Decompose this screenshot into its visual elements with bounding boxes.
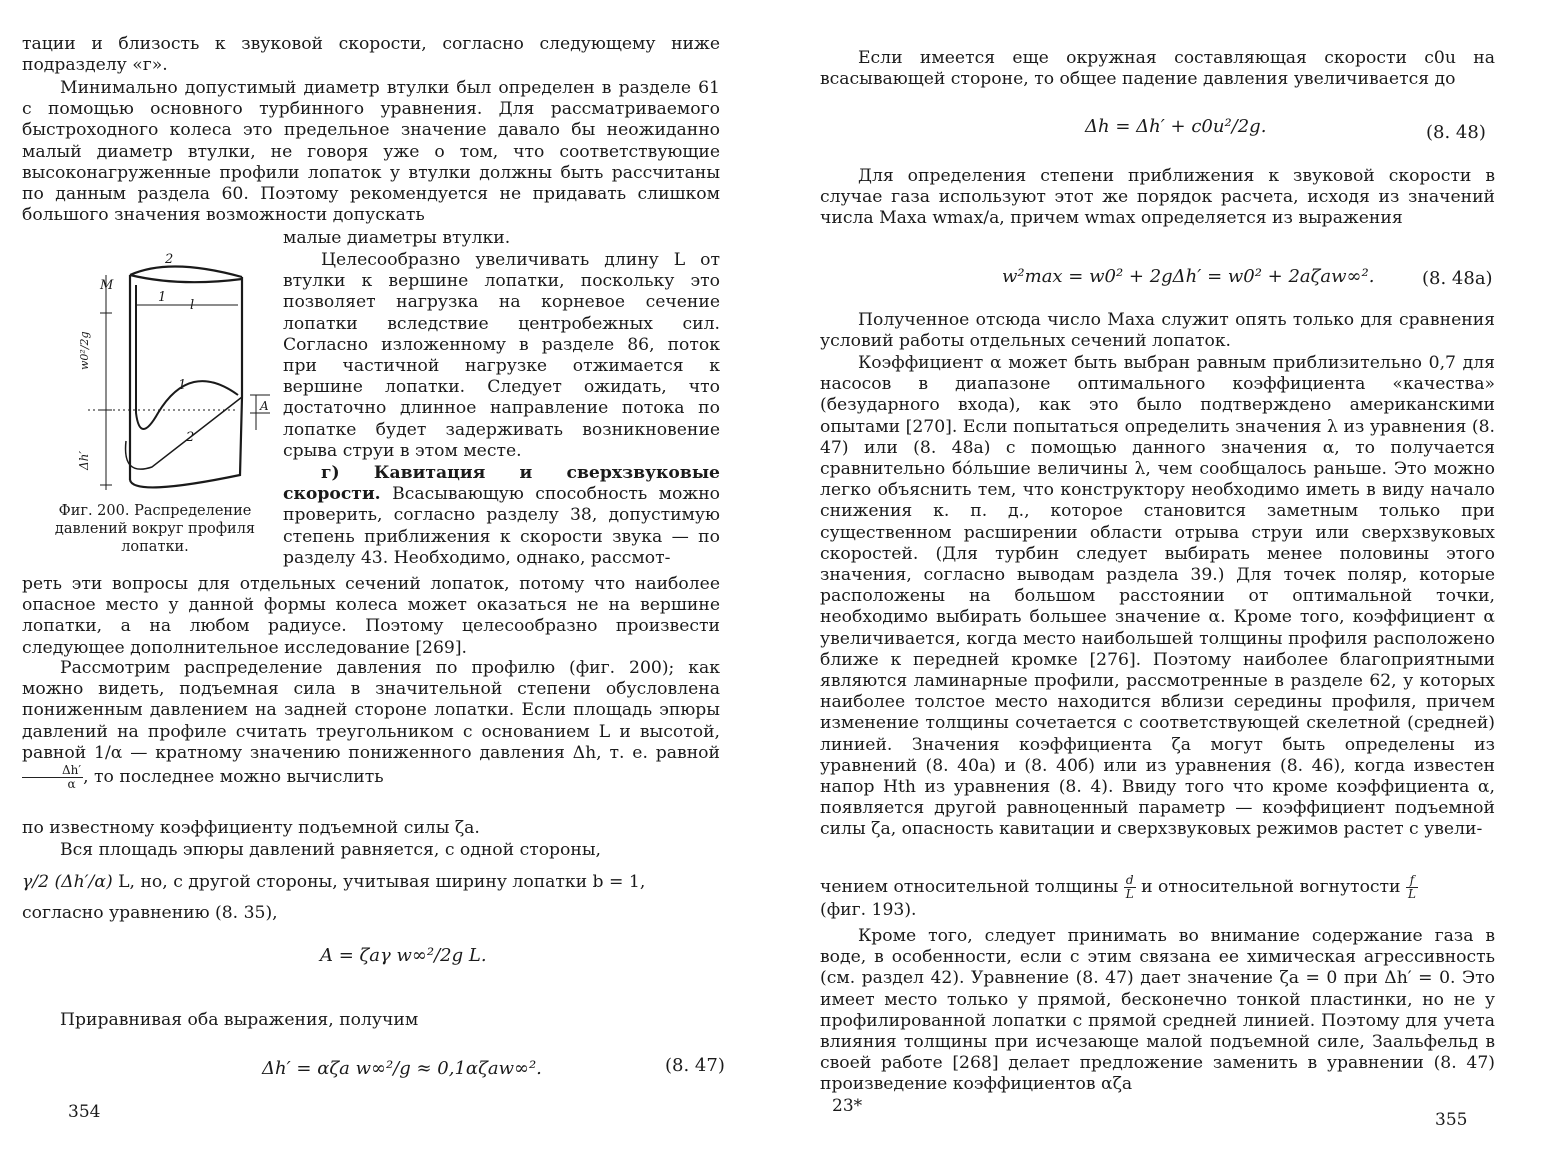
right-para-4-end — [820, 874, 1495, 901]
fraction-d: d — [1124, 874, 1136, 888]
figure-200-caption — [40, 502, 270, 556]
fraction-f: f — [1406, 874, 1418, 888]
right-para-2 — [820, 166, 1495, 230]
equation-8-48-number-text: (8. 48) — [1426, 122, 1486, 143]
right-para-4-end-b: и относительной вогнутости — [1141, 877, 1401, 897]
right-para-4 — [820, 353, 1495, 841]
right-page-number-text: 355 — [1435, 1110, 1468, 1130]
equation-8-47-number-text: (8. 47) — [665, 1055, 725, 1076]
equation-8-48a-number — [1422, 268, 1493, 289]
left-para-6-line2 — [22, 872, 720, 893]
equation-8-48a-text: w²max = w0² + 2gΔh′ = w0² + 2aζaw∞². — [1002, 266, 1375, 287]
left-para-4b — [22, 574, 720, 659]
figure-label-a: A — [260, 399, 269, 413]
left-para-7 — [22, 1010, 720, 1031]
right-para-1-text: Если имеется еще окружная составляющая скорости c0u на всасывающей стороне, то общее падение давления увеличивается до — [820, 48, 1495, 90]
figure-200-pressure-diagram — [60, 245, 275, 495]
equation-8-47-text: Δh′ = αζa w∞²/g ≈ 0,1αζaw∞². — [262, 1058, 542, 1079]
left-para-5-p — [22, 658, 720, 791]
gamma-over-two-factor: γ/2 (Δh′/α) — [22, 872, 113, 892]
left-section-g — [283, 463, 720, 569]
figure-label-1-mid: 1 — [178, 378, 187, 393]
left-para-5-end — [22, 818, 720, 839]
equation-A-text: A = ζaγ w∞²/2g L. — [320, 945, 487, 966]
right-para-4-end-c-text: (фиг. 193). — [820, 900, 917, 920]
equation-8-48-text: Δh = Δh′ + c0u²/2g. — [1085, 116, 1267, 137]
equation-8-47 — [262, 1058, 542, 1079]
left-para-6-line2-p — [22, 872, 720, 893]
right-para-2-text: Для определения степени приближения к звуковой скорости в случае газа используют этот же порядок расчета, исходя из значений числа Маха wmax/a, причем wmax определяется из выражения — [820, 166, 1495, 229]
left-para-1 — [22, 34, 720, 76]
figure-label-w0-2g: w0²/2g — [78, 331, 91, 370]
left-para-2-end-text: малые диаметры втулки. — [283, 228, 511, 248]
right-para-3-text: Полученное отсюда число Маха служит опять только для сравнения условий работы отдельных сечений лопаток. — [820, 310, 1495, 352]
right-page-number — [1435, 1110, 1467, 1130]
fraction-denominator: α — [67, 777, 76, 792]
left-para-5 — [22, 658, 720, 791]
left-para-3-text: Целесообразно увеличивать длину L от втулки к вершине лопатки, поскольку это позволяет нагрузка на корневое сечение лопатки вследствие центробежных сил. Согласно изложенному в разделе 86, поток при частичной нагрузке отжимается к вершине лопатки. Следует ожидать, что достаточно длинное направление потока по лопатке будет задерживать возникновение срыва струи в этом месте. — [283, 250, 720, 461]
left-para-6-line3-text: согласно уравнению (8. 35), — [22, 903, 278, 923]
left-para-2-end — [283, 228, 720, 249]
figure-label-2-top: 2 — [165, 252, 174, 267]
equation-8-48-number — [1426, 122, 1486, 143]
left-para-7-text: Приравнивая оба выражения, получим — [60, 1010, 419, 1030]
left-para-2-text: Минимально допустимый диаметр втулки был определен в разделе 61 с помощью основного турбинного уравнения. Для рассматриваемого быстроходного колеса это предельное значение давало бы неожиданно малый диаметр втулки, не говоря уже о том, что соответствующие высоконагруженные профили лопаток у втулки должны быть рассчитаны по данным раздела 60. Поэтому рекомендуется не придавать слишком большого значения возможности допускать — [22, 78, 720, 226]
left-para-3 — [283, 250, 720, 462]
footer-signature — [832, 1096, 862, 1116]
equation-8-48a-number-text: (8. 48a) — [1422, 268, 1493, 289]
left-para-5-text: Рассмотрим распределение давления по профилю (фиг. 200); как можно видеть, подъемная сила в значительной степени обусловлена пониженным давлением на задней стороне лопатки. Если площадь эпюры давлений на профиле считать треугольником с основанием L и высотой, равной 1/α — кратному значению пониженного давления Δh, т. е. равной — [22, 658, 720, 763]
fraction-l: L — [1125, 887, 1134, 901]
left-para-6-text: Вся площадь эпюры давлений равняется, с одной стороны, — [60, 840, 602, 860]
left-page-number-text: 354 — [68, 1102, 101, 1122]
figure-label-l: l — [190, 298, 195, 313]
left-para-4b-text: реть эти вопросы для отдельных сечений лопаток, потому что наиболее опасное место у данной формы колеса может оказаться не на вершине лопатки, а на любом радиусе. Поэтому целесообразно произвести следующее дополнительное исследование [269]. — [22, 574, 720, 658]
equation-8-48a — [1002, 266, 1375, 287]
left-section-g-para — [283, 463, 720, 569]
right-para-4-end-c — [820, 900, 1495, 921]
left-para-4a-text: Всасывающую способность можно проверить, согласно разделу 38, допустимую степень приближения к скорости звука — по разделу 43. Необходимо, однако, рассмот- — [283, 484, 720, 568]
left-para-6-line2-text: L, но, с другой стороны, учитывая ширину лопатки b = 1, — [118, 872, 646, 892]
right-para-4-end-a: чением относительной толщины — [820, 877, 1119, 897]
section-heading-cavitation: г) Кавитация и сверхзвуковые скорости. — [283, 463, 720, 505]
equation-8-48 — [1085, 116, 1266, 137]
equation-A — [320, 945, 487, 966]
left-para-1-text: тации и близость к звуковой скорости, согласно следующему ниже подразделу «г». — [22, 34, 720, 76]
right-para-4-text: Коэффициент α может быть выбран равным приблизительно 0,7 для насосов в диапазоне оптимального коэффициента «качества» (безударного входа), как это было подтверждено американскими опытами [270]. Если попытаться определить значения λ из уравнения (8. 47) или (8. 48а) с помощью данного значения α, то получается сравнительно бо́льшие величины λ, чем сообщалось раньше. Это можно легко объяснить тем, что конструктору необходимо иметь в виду начало снижения к. п. д., которое становится заметным только при существенном расширении области отрыва струи или сверхзвуковых скоростей. (Для турбин следует выбирать менее половины этого значения, согласно выводам раздела 39.) Для точек поляр, которые расположены на большом расстоянии от оптимальной точки, необходимо выбирать большее значение α. Кроме того, коэффициент α увеличивается, когда место наибольшей толщины профиля расположено ближе к передней кромке [276]. Поэтому наиболее благоприятными являются ламинарные профили, рассмотренные в разделе 62, у которых наиболее толстое место находится вблизи середины профиля, причем изменение толщины сочетается с соответствующей скелетной (средней) линией. Значения коэффициента ζa могут быть определены из уравнений (8. 40а) и (8. 40б) или из уравнения (8. 46), когда известен напор Hth из уравнения (8. 4). Ввиду того что кроме коэффициента α, появляется другой равноценный параметр — коэффициент подъемной силы ζa, опасность кавитации и сверхзвуковых режимов растет с увели- — [820, 353, 1495, 840]
fraction-f-over-l — [1406, 874, 1418, 901]
right-para-5 — [820, 926, 1495, 1096]
fraction-numerator: Δh′ — [22, 764, 83, 778]
equation-8-47-number — [665, 1055, 725, 1076]
left-page-number — [68, 1102, 100, 1122]
figure-200-caption-text: Фиг. 200. Распределение давлений вокруг профиля лопатки. — [54, 503, 256, 555]
figure-label-1-top: 1 — [158, 290, 167, 305]
left-para-6 — [22, 840, 720, 861]
right-para-1 — [820, 48, 1495, 90]
left-para-5-tail: , то последнее можно вычислить — [83, 767, 384, 788]
right-page — [780, 0, 1543, 1152]
footer-signature-text: 23* — [832, 1096, 863, 1116]
left-para-5-end-text: по известному коэффициенту подъемной силы ζa. — [22, 818, 480, 838]
right-para-4-end-p — [820, 874, 1495, 901]
left-para-6-line3 — [22, 903, 720, 924]
fraction-d-over-l — [1124, 874, 1136, 901]
right-para-3 — [820, 310, 1495, 352]
fraction-dh-over-alpha — [22, 764, 83, 791]
figure-label-2-mid: 2 — [186, 430, 195, 445]
figure-label-delta-h: Δh′ — [77, 450, 91, 470]
left-para-2 — [22, 78, 720, 226]
right-para-5-text: Кроме того, следует принимать во внимание содержание газа в воде, в особенности, если с этим связана ее химическая агрессивность (см. раздел 42). Уравнение (8. 47) дает значение ζa = 0 при Δh′ = 0. Это имеет место только у прямой, бесконечно тонкой пластинки, но не у профилированной лопатки с прямой средней линией. Поэтому для учета влияния толщины при исчезающе малой подъемной силе, Заальфельд в своей работе [268] делает предложение заменить в уравнении (8. 47) произведение коэффициентов αζa — [820, 926, 1495, 1095]
figure-label-m: M — [100, 278, 114, 293]
fraction-l2: L — [1407, 887, 1416, 901]
left-page — [0, 0, 760, 1152]
